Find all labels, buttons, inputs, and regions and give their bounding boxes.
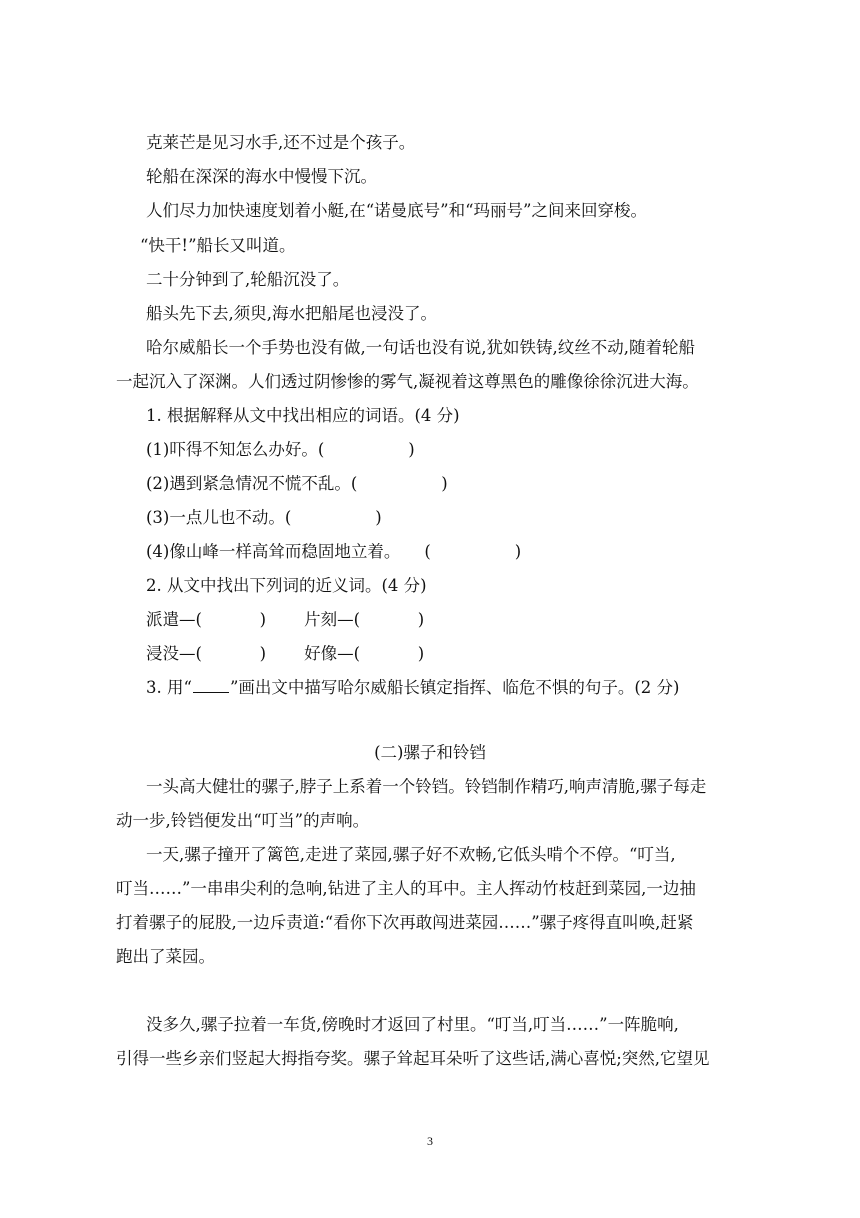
passage2-line: 叮当……”一串串尖利的急响,钻进了主人的耳中。主人挥动竹枝赶到菜园,一边抽 [116,879,696,898]
passage1-line: 一起沉入了深渊。人们透过阴惨惨的雾气,凝视着这尊黑色的雕像徐徐沉进大海。 [116,372,699,391]
question-2-title: 2. 从文中找出下列词的近义词。(4 分) [146,576,427,595]
question-1-item: (1)吓得不知怎么办好。( ) [146,440,415,459]
passage2-line: 打着骡子的屁股,一边斥责道:“看你下次再敢闯进菜园……”骡子疼得直叫唤,赶紧 [116,913,694,932]
question-2-row: 浸没—( ) 好像—( ) [146,644,425,663]
answer-blank[interactable]: ( ) [350,474,448,493]
answer-blank[interactable]: ( ) [195,610,267,629]
passage2-line: 动一步,铃铛便发出“叮当”的声响。 [116,811,370,830]
passage2-line: 一头高大健壮的骡子,脖子上系着一个铃铛。铃铛制作精巧,响声清脆,骡子每走 [146,777,707,796]
passage2-line: 没多久,骡子拉着一车货,傍晚时才返回了村里。“叮当,叮当……”一阵脆响, [146,1015,679,1034]
answer-blank[interactable]: ( ) [195,644,267,663]
passage1-line: 轮船在深深的海水中慢慢下沉。 [146,167,377,186]
passage2-line: 跑出了菜园。 [116,947,215,966]
answer-blank[interactable]: ( ) [424,542,522,561]
passage1-line: 二十分钟到了,轮船沉没了。 [146,270,350,289]
answer-blank[interactable]: ( ) [353,610,425,629]
question-1-title: 1. 根据解释从文中找出相应的词语。(4 分) [146,406,460,425]
question-1-item: (4)像山峰一样高耸而稳固地立着。 ( ) [146,542,522,561]
passage2-line: 一天,骡子撞开了篱笆,走进了菜园,骡子好不欢畅,它低头啃个不停。“叮当, [146,845,676,864]
question-3: 3. 用“ ”画出文中描写哈尔威船长镇定指挥、临危不惧的句子。(2 分) [146,678,680,697]
passage2-line: 引得一些乡亲们竖起大拇指夸奖。骡子耸起耳朵听了这些话,满心喜悦;突然,它望见 [116,1049,710,1068]
question-1-item: (3)一点儿也不动。( ) [146,508,382,527]
passage1-line: 哈尔威船长一个手势也没有做,一句话也没有说,犹如铁铸,纹丝不动,随着轮船 [146,338,695,357]
passage2-title: (二)骡子和铃铛 [374,743,486,762]
passage1-line: 人们尽力加快速度划着小艇,在“诺曼底号”和“玛丽号”之间来回穿梭。 [146,201,647,220]
passage1-line: 克莱芒是见习水手,还不过是个孩子。 [146,133,416,152]
answer-blank[interactable]: ( ) [353,644,425,663]
question-2-row: 派遣—( ) 片刻—( ) [146,610,425,629]
passage1-line: “快干!”船长又叫道。 [140,236,296,255]
passage1-line: 船头先下去,须臾,海水把船尾也浸没了。 [146,304,437,323]
answer-blank[interactable]: ( ) [284,508,382,527]
answer-blank[interactable]: ( ) [317,440,415,459]
underline-sample [193,678,229,693]
question-1-item: (2)遇到紧急情况不慌不乱。( ) [146,474,448,493]
page-number: 3 [427,1134,433,1148]
